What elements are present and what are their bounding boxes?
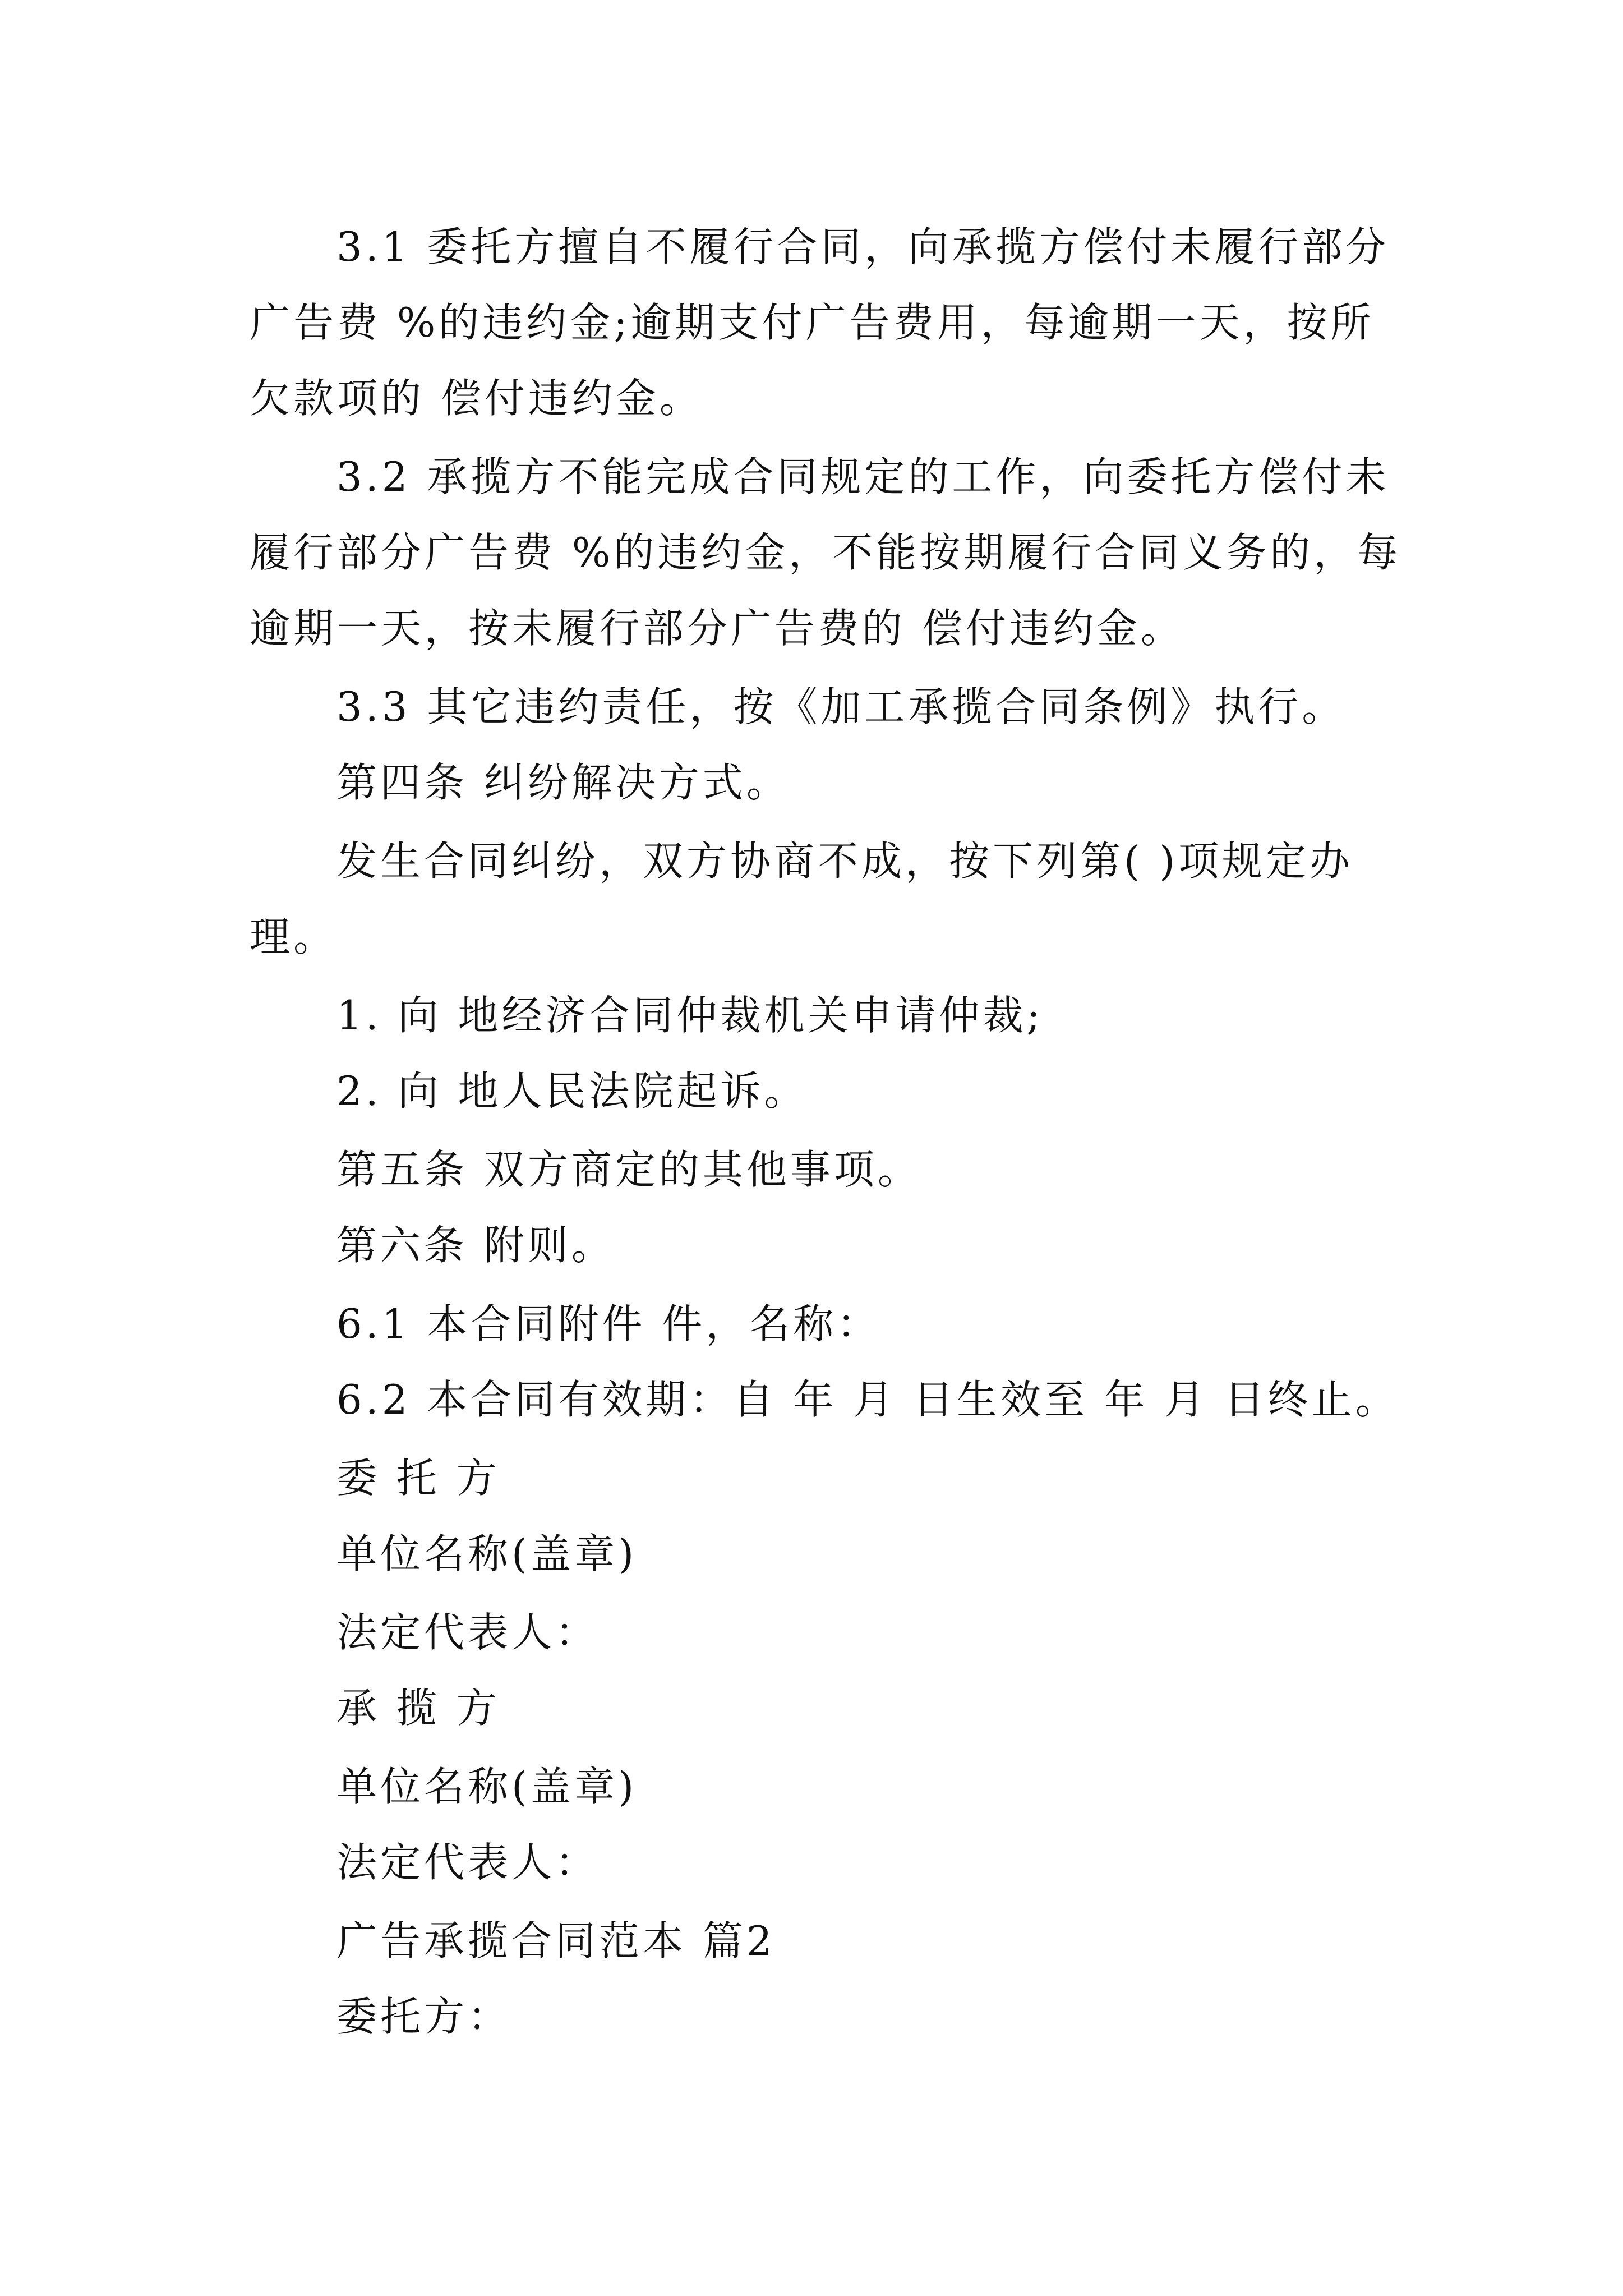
clause-3-2-line-2: 履行部分广告费 %的违约金，不能按期履行合同义务的，每 (250, 529, 1401, 576)
dispute-option-1: 1. 向 地经济合同仲裁机关申请仲裁; (336, 992, 1044, 1039)
dispute-clause-line-2: 理。 (250, 913, 338, 960)
clause-3-2-line-3: 逾期一天，按未履行部分广告费的 偿付违约金。 (250, 605, 1184, 652)
template-2-client-label: 委托方： (336, 1993, 512, 2040)
client-party-label: 委 托 方 (336, 1455, 500, 1502)
dispute-clause-line-1: 发生合同纠纷，双方协商不成，按下列第( )项规定办 (336, 838, 1354, 885)
article-4-heading: 第四条 纠纷解决方式。 (336, 759, 790, 806)
template-2-title: 广告承揽合同范本 篇2 (336, 1917, 776, 1964)
clause-6-2: 6.2 本合同有效期：自 年 月 日生效至 年 月 日终止。 (336, 1376, 1399, 1423)
clause-3-1-line-1: 3.1 委托方擅自不履行合同，向承揽方偿付未履行部分 (336, 223, 1390, 270)
client-legal-rep: 法定代表人： (336, 1609, 600, 1656)
clause-3-1-line-2: 广告费 %的违约金;逾期支付广告费用，每逾期一天，按所 (250, 299, 1375, 346)
clause-3-1-line-3: 欠款项的 偿付违约金。 (250, 375, 703, 422)
client-unit-name: 单位名称(盖章) (336, 1530, 638, 1577)
contractor-unit-name: 单位名称(盖章) (336, 1763, 638, 1810)
clause-6-1: 6.1 本合同附件 件，名称： (336, 1300, 881, 1347)
clause-3-2-line-1: 3.2 承揽方不能完成合同规定的工作，向委托方偿付未 (336, 453, 1390, 500)
article-6-heading: 第六条 附则。 (336, 1222, 615, 1269)
contractor-party-label: 承 揽 方 (336, 1685, 500, 1732)
article-5-heading: 第五条 双方商定的其他事项。 (336, 1146, 921, 1193)
dispute-option-2: 2. 向 地人民法院起诉。 (336, 1068, 808, 1115)
contractor-legal-rep: 法定代表人： (336, 1839, 600, 1886)
clause-3-3: 3.3 其它违约责任，按《加工承揽合同条例》执行。 (336, 683, 1346, 730)
